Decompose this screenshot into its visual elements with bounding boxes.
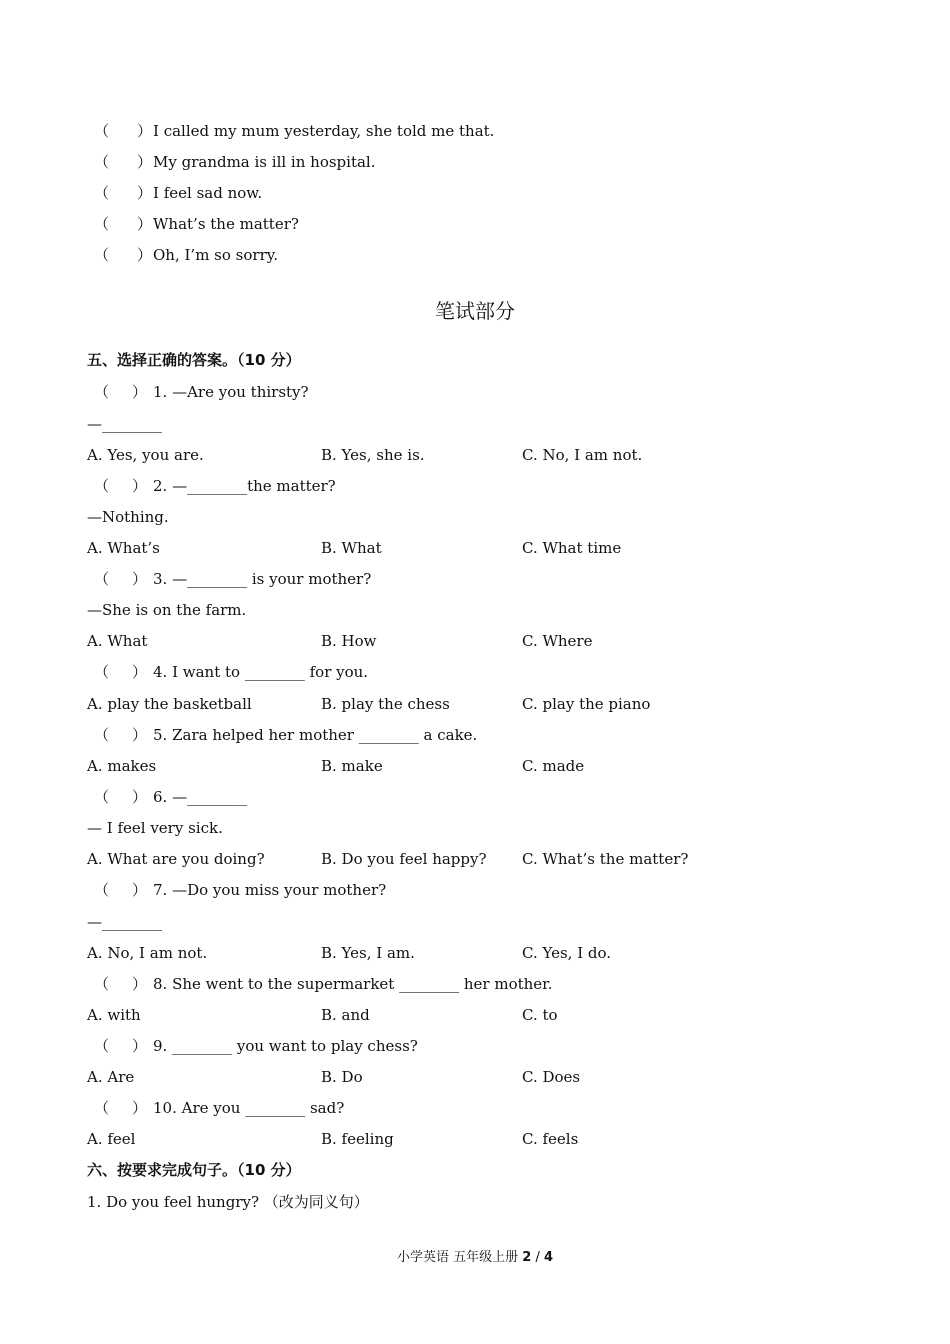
- option-b[interactable]: B. play the chess: [321, 695, 450, 713]
- question-extra: —________: [87, 913, 162, 931]
- dialogue-text: What’s the matter?: [153, 215, 299, 233]
- answer-paren-open[interactable]: （: [94, 246, 110, 264]
- answer-paren-close: ）: [132, 570, 148, 588]
- option-b[interactable]: B. feeling: [321, 1130, 394, 1148]
- section6-question-1: 1. Do you feel hungry? （改为同义句）: [87, 1193, 369, 1211]
- answer-paren-close: ）: [132, 975, 148, 993]
- answer-paren-open[interactable]: （: [94, 153, 110, 171]
- written-part-title: 笔试部分: [435, 299, 515, 323]
- option-c[interactable]: C. made: [522, 757, 585, 775]
- question-stem: 5. Zara helped her mother ________ a cake.: [153, 726, 478, 744]
- answer-paren-close: ）: [132, 726, 148, 744]
- option-a[interactable]: A. What’s: [87, 539, 160, 557]
- answer-paren-close: ）: [132, 1037, 148, 1055]
- answer-paren-close: ）: [137, 215, 153, 233]
- option-a[interactable]: A. with: [87, 1006, 141, 1024]
- footer-label: 小学英语 五年级上册: [396, 1250, 519, 1265]
- option-c[interactable]: C. Does: [522, 1068, 581, 1086]
- option-b[interactable]: B. make: [321, 757, 383, 775]
- answer-paren-open[interactable]: （: [94, 881, 110, 899]
- page-footer: [0, 1246, 950, 1265]
- page-total: 4: [543, 1250, 554, 1265]
- option-a[interactable]: A. No, I am not.: [87, 944, 208, 962]
- option-a[interactable]: A. What: [87, 632, 148, 650]
- option-a[interactable]: A. Yes, you are.: [87, 446, 204, 464]
- option-c[interactable]: C. Where: [522, 632, 593, 650]
- option-b[interactable]: B. Do: [321, 1068, 363, 1086]
- option-b[interactable]: B. How: [321, 632, 377, 650]
- answer-paren-open[interactable]: （: [94, 477, 110, 495]
- question-stem: 8. She went to the supermarket ________ her mother.: [153, 975, 553, 993]
- question-extra: —________: [87, 415, 162, 433]
- dialogue-text: My grandma is ill in hospital.: [153, 153, 376, 171]
- option-b[interactable]: B. Yes, she is.: [321, 446, 425, 464]
- question-stem: 7. —Do you miss your mother?: [153, 881, 387, 899]
- answer-paren-close: ）: [132, 881, 148, 899]
- option-c[interactable]: C. Yes, I do.: [522, 944, 612, 962]
- option-c[interactable]: C. What time: [522, 539, 622, 557]
- question-stem: 9. ________ you want to play chess?: [153, 1037, 418, 1055]
- answer-paren-open[interactable]: （: [94, 726, 110, 744]
- answer-paren-close: ）: [137, 122, 153, 140]
- option-c[interactable]: C. to: [522, 1006, 558, 1024]
- answer-paren-open[interactable]: （: [94, 663, 110, 681]
- question-stem: 1. —Are you thirsty?: [153, 383, 309, 401]
- option-c[interactable]: C. feels: [522, 1130, 579, 1148]
- answer-paren-open[interactable]: （: [94, 1099, 110, 1117]
- answer-paren-close: ）: [132, 663, 148, 681]
- question-stem: 2. —________the matter?: [153, 477, 336, 495]
- answer-paren-open[interactable]: （: [94, 570, 110, 588]
- answer-paren-close: ）: [132, 383, 148, 401]
- question-extra: —She is on the farm.: [87, 601, 247, 619]
- option-b[interactable]: B. Do you feel happy?: [321, 850, 487, 868]
- option-b[interactable]: B. and: [321, 1006, 370, 1024]
- answer-paren-open[interactable]: （: [94, 975, 110, 993]
- question-stem: 4. I want to ________ for you.: [153, 663, 369, 681]
- answer-paren-close: ）: [137, 153, 153, 171]
- question-stem: 10. Are you ________ sad?: [153, 1099, 345, 1117]
- option-b[interactable]: B. Yes, I am.: [321, 944, 415, 962]
- page-separator: /: [535, 1250, 540, 1265]
- answer-paren-close: ）: [132, 477, 148, 495]
- dialogue-text: I called my mum yesterday, she told me that.: [153, 122, 495, 140]
- option-b[interactable]: B. What: [321, 539, 382, 557]
- option-a[interactable]: A. play the basketball: [87, 695, 252, 713]
- answer-paren-open[interactable]: （: [94, 788, 110, 806]
- question-stem: 3. —________ is your mother?: [153, 570, 372, 588]
- answer-paren-open[interactable]: （: [94, 1037, 110, 1055]
- answer-paren-open[interactable]: （: [94, 215, 110, 233]
- option-c[interactable]: C. No, I am not.: [522, 446, 643, 464]
- question-extra: —Nothing.: [87, 508, 169, 526]
- section5-heading: 五、选择正确的答案。（10 分）: [87, 351, 301, 369]
- answer-paren-close: ）: [132, 788, 148, 806]
- option-c[interactable]: C. What’s the matter?: [522, 850, 689, 868]
- question-extra: — I feel very sick.: [87, 819, 223, 837]
- section6-heading: 六、按要求完成句子。（10 分）: [87, 1161, 301, 1179]
- option-a[interactable]: A. makes: [87, 757, 157, 775]
- dialogue-text: I feel sad now.: [153, 184, 263, 202]
- option-a[interactable]: A. What are you doing?: [87, 850, 265, 868]
- answer-paren-close: ）: [137, 246, 153, 264]
- option-a[interactable]: A. Are: [87, 1068, 135, 1086]
- question-stem: 6. —________: [153, 788, 248, 806]
- answer-paren-open[interactable]: （: [94, 122, 110, 140]
- answer-paren-close: ）: [132, 1099, 148, 1117]
- answer-paren-close: ）: [137, 184, 153, 202]
- answer-paren-open[interactable]: （: [94, 184, 110, 202]
- option-a[interactable]: A. feel: [87, 1130, 136, 1148]
- answer-paren-open[interactable]: （: [94, 383, 110, 401]
- page-number: 2: [522, 1250, 532, 1265]
- dialogue-text: Oh, I’m so sorry.: [153, 246, 278, 264]
- option-c[interactable]: C. play the piano: [522, 695, 651, 713]
